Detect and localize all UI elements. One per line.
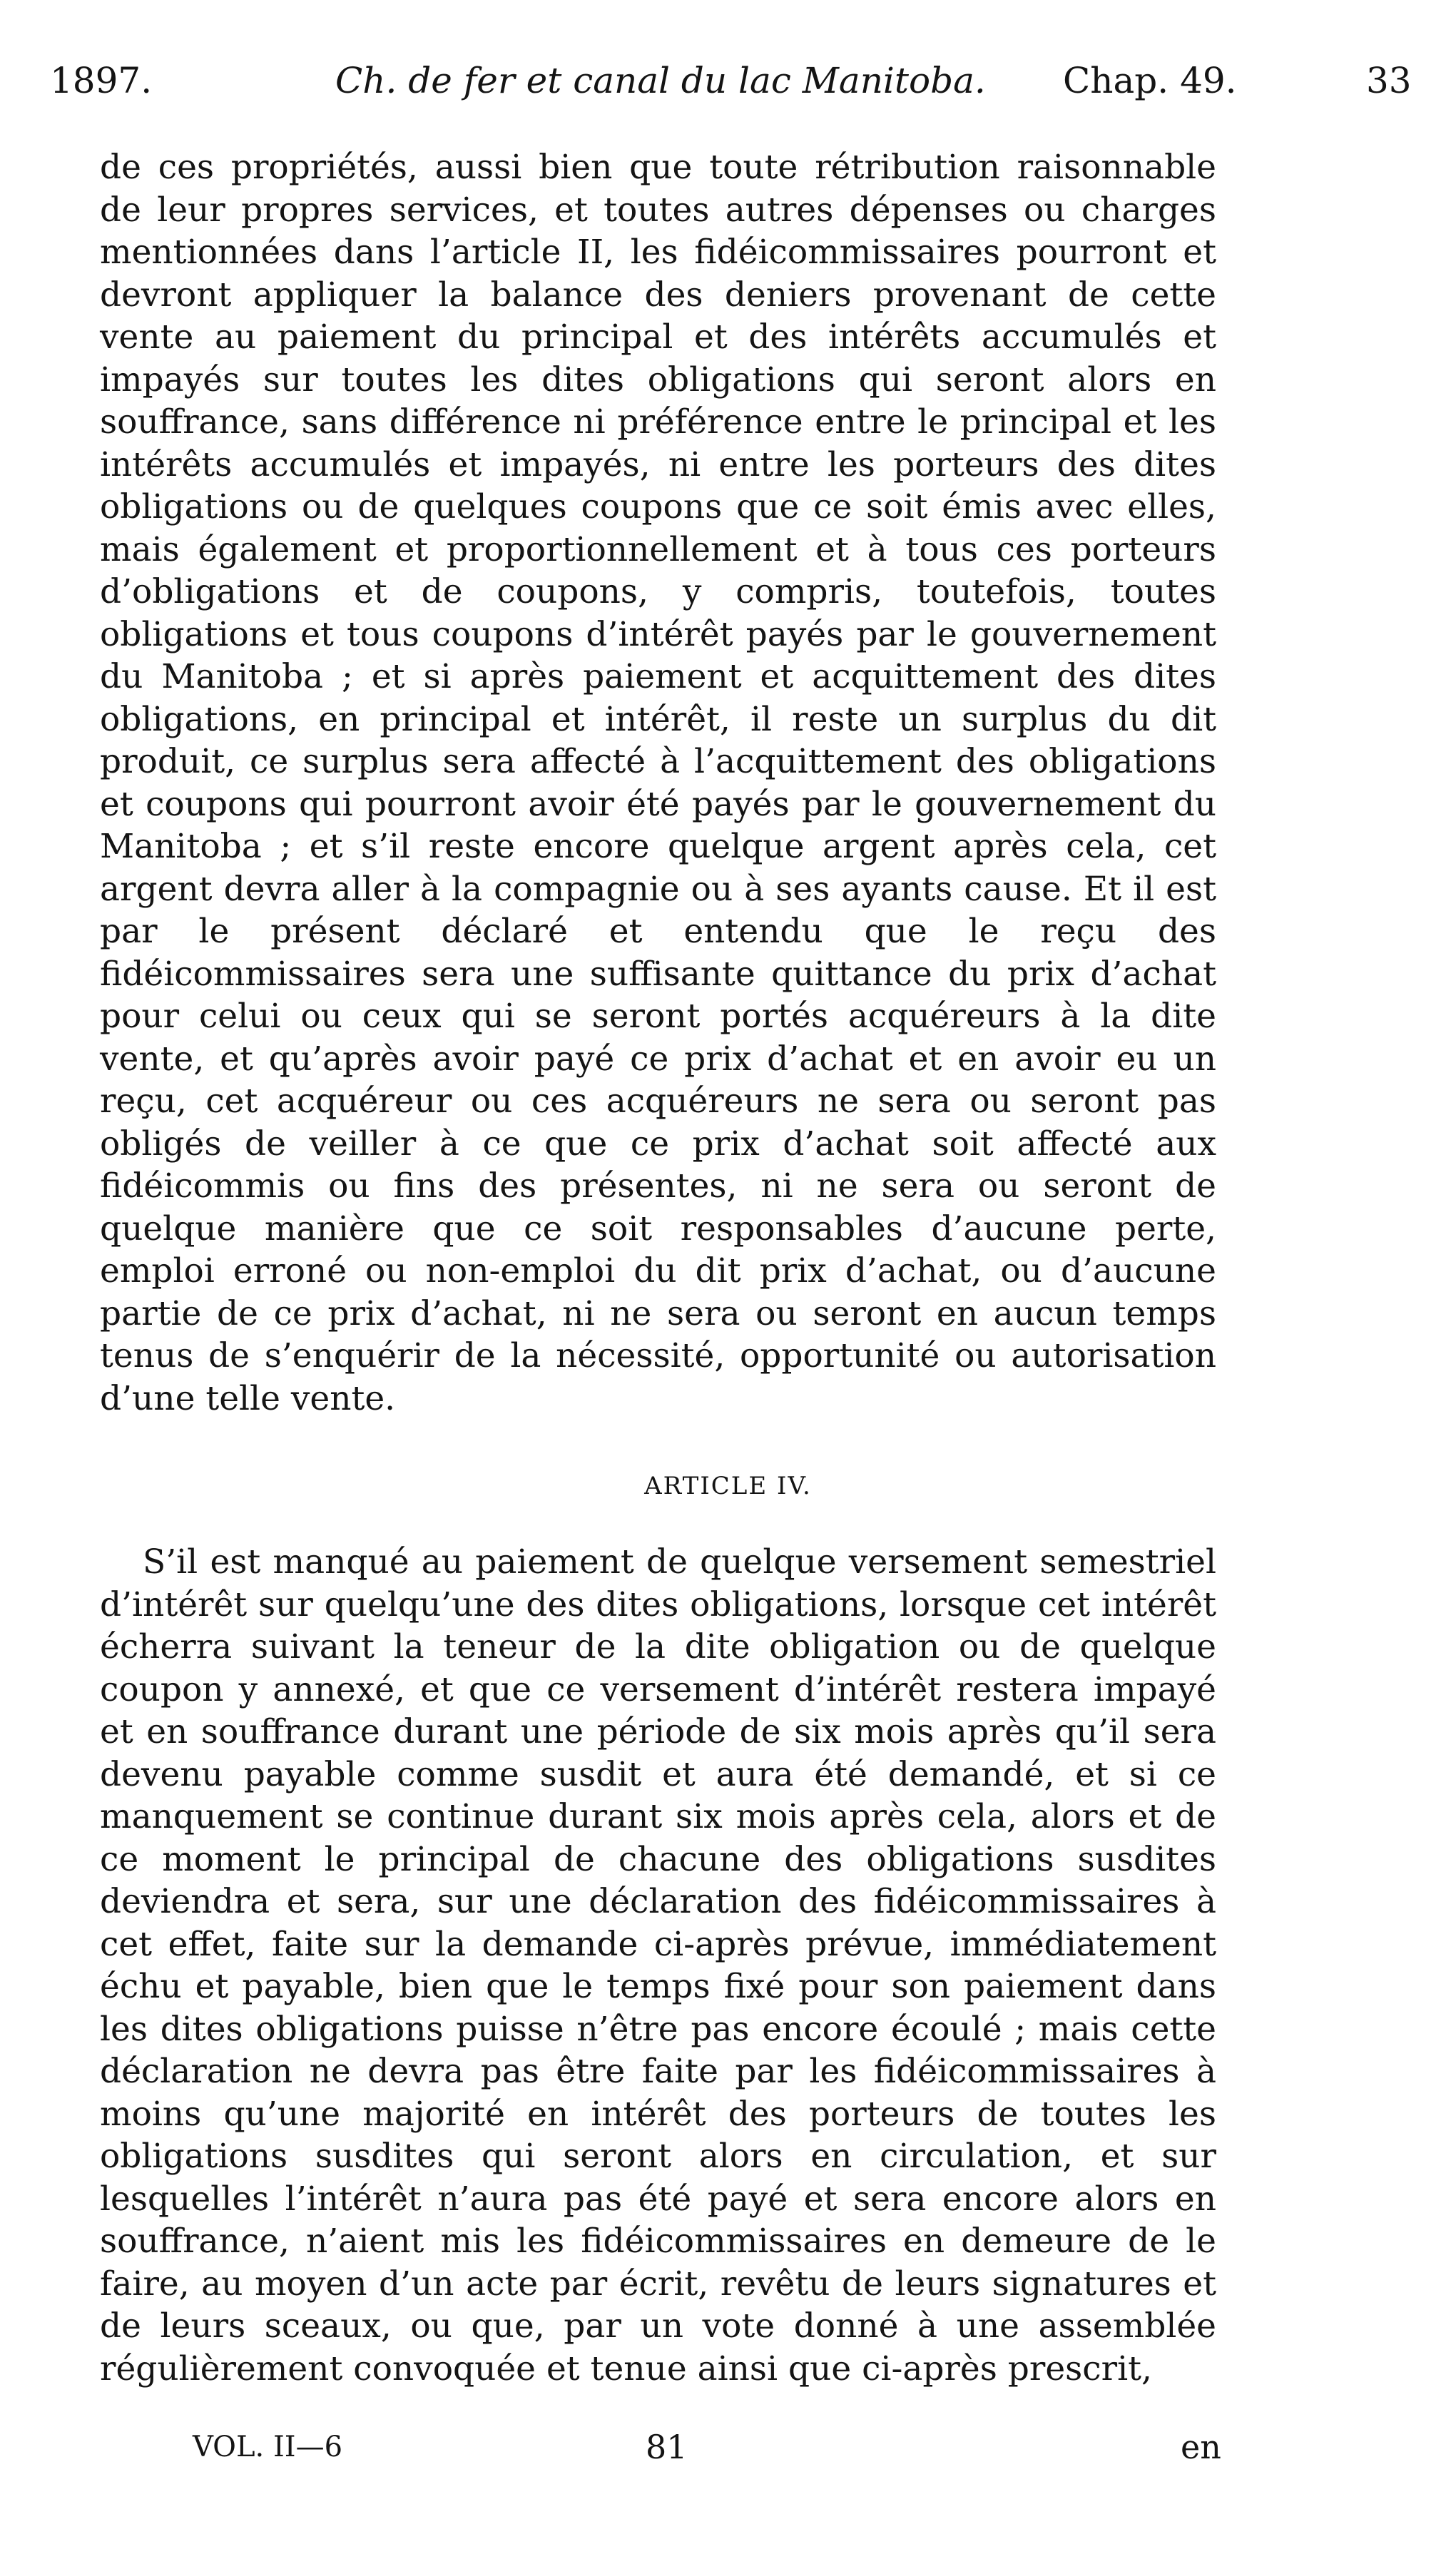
header-act-title: Ch. de fer et canal du lac Manitoba. <box>335 60 986 101</box>
page-footer <box>0 2422 1456 2472</box>
header-chapter: Chap. 49. <box>1063 60 1237 101</box>
footer-catchword: en <box>1181 2428 1221 2466</box>
footer-volume-signature: VOL. II—6 <box>193 2431 343 2463</box>
body-paragraph-2: S’il est manqué au paiement de quelque versement semestriel d’intérêt sur quelqu’une des dites obligations, lorsque cet intérêt écherra suivant la teneur de la dite obligation ou de quelque coupon y annexé, et que ce versement d’intérêt restera impayé et en souffrance durant une période de six mois après qu’il sera devenu payable comme susdit et aura été demandé, et si ce manquement se continue durant six mois après cela, alors et de ce moment le principal de chacune des obligations susdites deviendra et sera, sur une déclaration des fidéicommissaires à cet effet, faite sur la demande ci-après prévue, immédiatement échu et payable, bien que le temps fixé pour son paiement dans les dites obligations puisse n’être pas encore écoulé ; mais cette déclaration ne devra pas être faite par les fidéicommissaires à moins qu’une majorité en intérêt des porteurs de toutes les obligations susdites qui seront alors en circulation, et sur lesquelles l’intérêt n’aura pas été payé et sera encore alors en souffrance, n’aient mis les fidéicommissaires en demeure de le faire, au moyen d’un acte par écrit, revêtu de leurs signatures et de leurs sceaux, ou que, par un vote donné à une assemblée régulièrement convoquée et tenue ainsi que ci-après prescrit, <box>100 1542 1216 2388</box>
header-page-number: 33 <box>1366 60 1412 101</box>
header-year: 1897. <box>50 60 153 101</box>
footer-sheet-number: 81 <box>646 2428 688 2466</box>
body-paragraph-1: de ces propriétés, aussi bien que toute rétribution raisonnable de leur propres services, et toutes autres dépenses ou charges mentionnées dans l’article II, les fidéicommissaires pourront et devront appliquer la balance des deniers provenant de cette vente au paiement du principal et des intérêts accumulés et impayés sur toutes les dites obligations qui seront alors en souffrance, sans différence ni préférence entre le principal et les intérêts accumulés et impayés, ni entre les porteurs des dites obligations ou de quelques coupons que ce soit émis avec elles, mais également et proportionnellement et à tous ces porteurs d’obligations et de coupons, y compris, toutefois, toutes obligations et tous coupons d’intérêt payés par le gouvernement du Manitoba ; et si après paiement et acquittement des dites obligations, en principal et intérêt, il reste un surplus du dit produit, ce surplus sera affecté à l’acquittement des obligations et coupons qui pourront avoir été payés par le gouvernement du Manitoba ; et s’il reste encore quelque argent après cela, cet argent devra aller à la compagnie ou à ses ayants cause. Et il est par le présent déclaré et entendu que le reçu des fidéicommissaires sera une suffisante quittance du prix d’achat pour celui ou ceux qui se seront portés acquéreurs à la dite vente, et qu’après avoir payé ce prix d’achat et en avoir eu un reçu, cet acquéreur ou ces acquéreurs ne sera ou seront pas obligés de veiller à ce que ce prix d’achat soit affecté aux fidéicommis ou fins des présentes, ni ne sera ou seront de quelque manière que ce soit responsables d’aucune perte, emploi erroné ou non-emploi du dit prix d’achat, ou d’aucune partie de ce prix d’achat, ni ne sera ou seront en aucun temps tenus de s’enquérir de la nécessité, opportunité ou autorisation d’une telle vente. <box>100 148 1216 1418</box>
article-heading: ARTICLE IV. <box>644 1472 812 1500</box>
running-header <box>50 56 1412 106</box>
